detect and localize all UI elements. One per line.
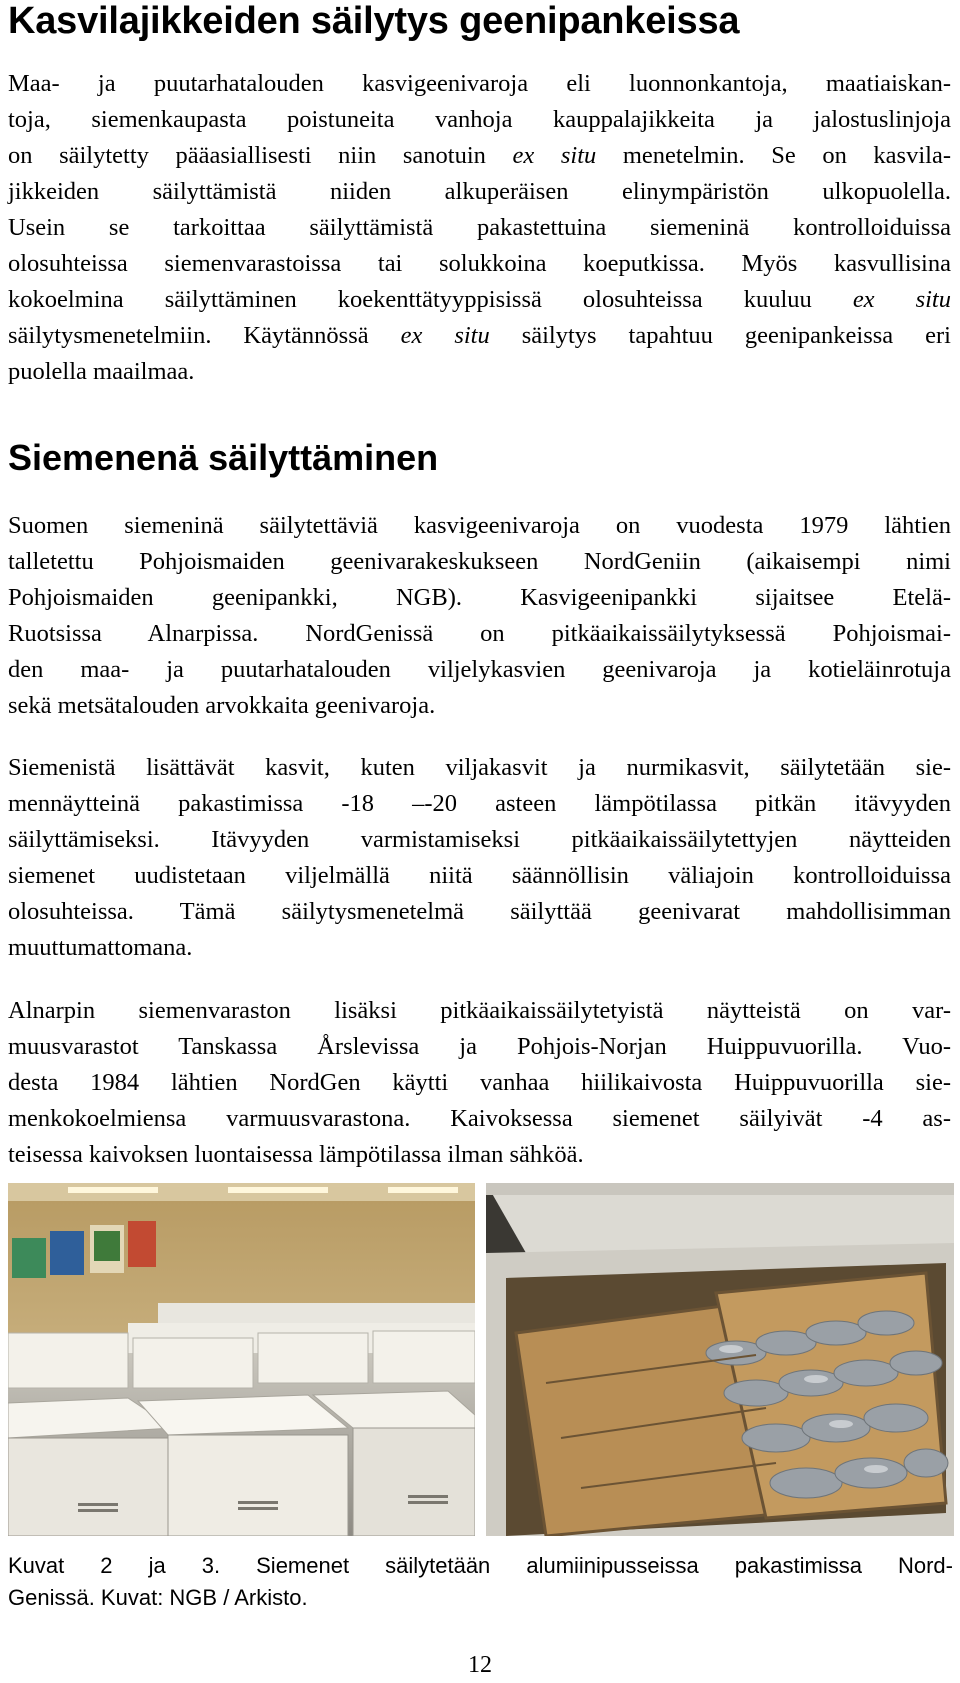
text-line (8, 282, 951, 318)
text-line: Siemenistä lisättävät kasvit, kuten viljakasvit ja nurmikasvit, säilytetään sie- (8, 754, 951, 781)
italic-term: ex situ (852, 286, 951, 313)
text-line: sekä metsätalouden arvokkaita geenivaroja. (8, 692, 436, 719)
text-line: muuttumattomana. (8, 934, 193, 961)
page-title: Kasvilajikkeiden säilytys geenipankeissa (8, 0, 740, 42)
text-span: säilytysmenetelmiin. Käytännössä (8, 322, 401, 349)
text-span: säilytys tapahtuu geenipankeissa eri (489, 322, 951, 349)
paragraph-freezing (8, 750, 951, 966)
text-line: muusvarastot Tanskassa Årslevissa ja Pohjois-Norjan Huippuvuorilla. Vuo- (8, 1033, 951, 1060)
section-heading: Siemenenä säilyttäminen (8, 437, 439, 478)
text-span: kokoelmina säilyttäminen koekenttätyyppisissä olosuhteissa kuuluu (8, 286, 853, 313)
text-line: Usein se tarkoittaa säilyttämistä pakastettuina siemeninä kontrolloiduissa (8, 214, 951, 241)
text-line: Maa- ja puutarhatalouden kasvigeenivaroja eli luonnonkantoja, maatiaiskan- (8, 70, 951, 97)
caption-line: Kuvat 2 ja 3. Siemenet säilytetään alumiinipusseissa pakastimissa Nord- (8, 1553, 953, 1578)
page-number: 12 (468, 1652, 492, 1678)
text-line (8, 138, 951, 174)
paragraph-backup-storage (8, 993, 951, 1173)
text-line: olosuhteissa. Tämä säilytysmenetelmä säilyttää geenivarat mahdollisimman (8, 898, 951, 925)
italic-term: ex situ (400, 322, 490, 349)
freezer-room-photo (8, 1183, 475, 1536)
text-line: puolella maailmaa. (8, 358, 195, 385)
text-line: olosuhteissa siemenvarastoissa tai solukkoina koeputkissa. Myös kasvullisina (8, 250, 951, 277)
text-line: mennäytteinä pakastimissa -18 –-20 asteen lämpötilassa pitkän itävyyden (8, 790, 951, 817)
text-line: teisessa kaivoksen luontaisessa lämpötilassa ilman sähköä. (8, 1141, 584, 1168)
text-line: den maa- ja puutarhatalouden viljelykasvien geenivaroja ja kotieläinrotuja (8, 656, 951, 683)
text-line: Suomen siemeninä säilytettäviä kasvigeenivaroja on vuodesta 1979 lähtien (8, 512, 951, 539)
open-freezer-photo (486, 1183, 954, 1536)
text-line: talletettu Pohjoismaiden geenivarakeskukseen NordGeniin (aikaisempi nimi (8, 548, 951, 575)
text-line: siemenet uudistetaan viljelmällä niitä säännöllisin väliajoin kontrolloiduissa (8, 862, 951, 889)
text-line: menkokoelmiensa varmuusvarastona. Kaivoksessa siemenet säilyivät -4 as- (8, 1105, 951, 1132)
italic-term: ex situ (512, 142, 597, 169)
caption-line: Genissä. Kuvat: NGB / Arkisto. (8, 1585, 308, 1610)
intro-paragraph (8, 66, 951, 390)
text-span: menetelmin. Se on kasvila- (596, 142, 951, 169)
text-line: Ruotsissa Alnarpissa. NordGenissä on pitkäaikaissäilytyksessä Pohjoismai- (8, 620, 951, 647)
text-line: jikkeiden säilyttämistä niiden alkuperäisen elinympäristön ulkopuolella. (8, 178, 951, 205)
text-line (8, 318, 951, 354)
text-line: desta 1984 lähtien NordGen käytti vanhaa hiilikaivosta Huippuvuorilla sie- (8, 1069, 951, 1096)
text-line: toja, siemenkaupasta poistuneita vanhoja kauppalajikkeita ja jalostuslinjoja (8, 106, 951, 133)
text-line: Alnarpin siemenvaraston lisäksi pitkäaikaissäilytetyistä näytteistä on var- (8, 997, 951, 1024)
figure-caption (8, 1550, 953, 1614)
text-line: säilyttämiseksi. Itävyyden varmistamiseksi pitkäaikaissäilytettyjen näytteiden (8, 826, 951, 853)
paragraph-nordgen (8, 508, 951, 724)
text-span: on säilytetty pääasiallisesti niin sanotuin (8, 142, 513, 169)
text-line: Pohjoismaiden geenipankki, NGB). Kasvigeenipankki sijaitsee Etelä- (8, 584, 951, 611)
